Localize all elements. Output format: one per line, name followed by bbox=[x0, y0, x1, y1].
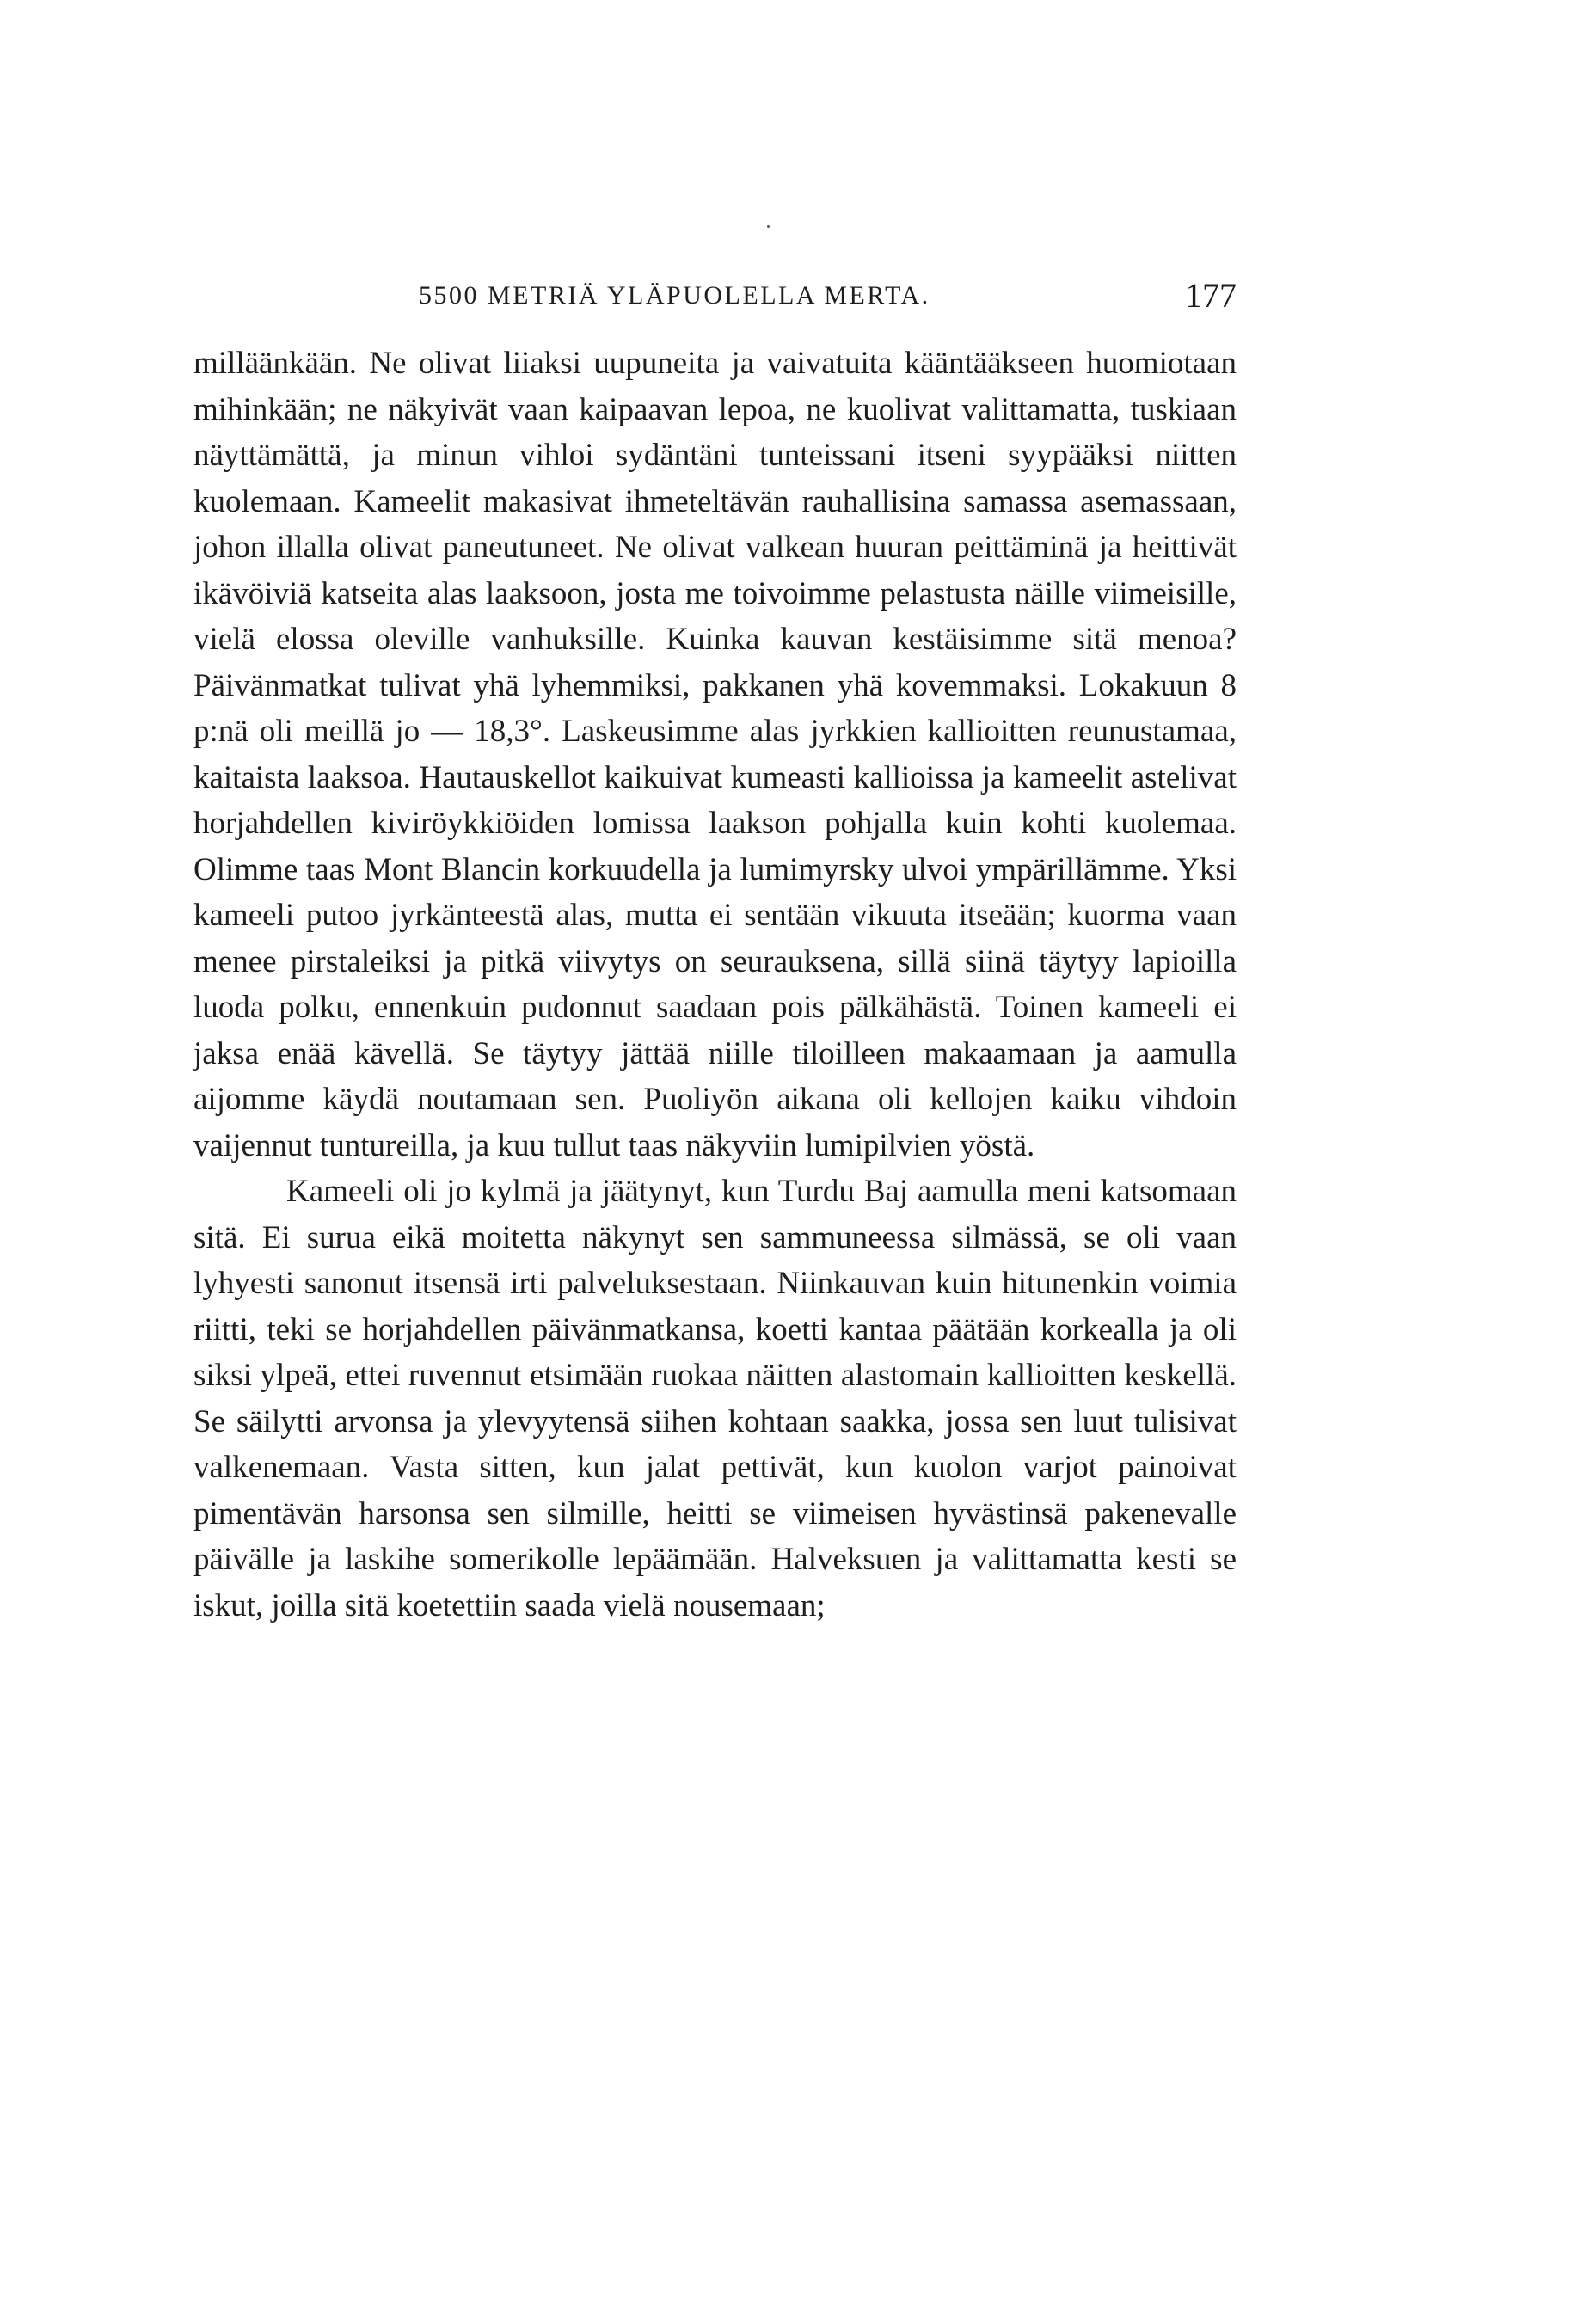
body-text bbox=[193, 341, 1237, 1629]
paragraph-2: Kameeli oli jo kylmä ja jäätynyt, kun Turdu Baj aamulla meni katsomaan sitä. Ei surua eikä moitetta näkynyt sen sammuneessa silmässä, se oli vaan lyhyesti sanonut itsensä irti palveluksestaan. Niinkauvan kuin hitunenkin voimia riitti, teki se horjahdellen päivänmatkansa, koetti kantaa päätään korkealla ja oli siksi ylpeä, ettei ruvennut etsimään ruokaa näitten alastomain kallioitten keskellä. Se säilytti arvonsa ja ylevyytensä siihen kohtaan saakka, jossa sen luut tulisivat valkenemaan. Vasta sitten, kun jalat pettivät, kun kuolon varjot painoivat pimentävän harsonsa sen silmille, heitti se viimeisen hyvästinsä pakenevalle päivälle ja laskihe somerikolle lepäämään. Halveksuen ja valittamatta kesti se iskut, joilla sitä koetettiin saada vielä nousemaan; bbox=[193, 1174, 1237, 1623]
print-speck bbox=[767, 225, 770, 228]
paragraph-1: milläänkään. Ne olivat liiaksi uupuneita ja vaivatuita kääntääkseen huomiotaan mihinkään; ne näkyivät vaan kaipaavan lepoa, ne kuolivat valittamatta, tuskiaan näyttämättä, ja minun vihloi sydäntäni tunteissani itseni syypääksi niitten kuolemaan. Kameelit makasivat ihmeteltävän rauhallisina samassa asemassaan, johon illalla olivat paneutuneet. Ne olivat valkean huuran peittäminä ja heittivät ikävöiviä katseita alas laaksoon, josta me toivoimme pelastusta näille viimeisille, vielä elossa oleville vanhuksille. Kuinka kauvan kestäisimme sitä menoa? Päivänmatkat tulivat yhä lyhemmiksi, pakkanen yhä kovemmaksi. Lokakuun 8 p:nä oli meillä jo — 18,3°. Laskeusimme alas jyrkkien kallioitten reunustamaa, kaitaista laaksoa. Hautauskellot kaikuivat kumeasti kallioissa ja kameelit astelivat horjahdellen kiviröykkiöiden lomissa laakson pohjalla kuin kohti kuolemaa. Olimme taas Mont Blancin korkuudella ja lumimyrsky ulvoi ympärillämme. Yksi kameeli putoo jyrkänteestä alas, mutta ei sentään vikuuta itseään; kuorma vaan menee pirstaleiksi ja pitkä viivytys on seurauksena, sillä siinä täytyy lapioilla luoda polku, ennenkuin pudonnut saadaan pois pälkähästä. Toinen kameeli ei jaksa enää kävellä. Se täytyy jättää niille tiloilleen makaamaan ja aamulla aijomme käydä noutamaan sen. Puoliyön aikana oli kellojen kaiku vihdoin vaijennut tuntureilla, ja kuu tullut taas näkyviin lumipilvien yöstä. bbox=[193, 346, 1237, 1163]
running-title: 5500 METRIÄ YLÄPUOLELLA MERTA. bbox=[419, 281, 930, 310]
page-header bbox=[193, 272, 1237, 320]
page-number: 177 bbox=[1185, 276, 1237, 315]
